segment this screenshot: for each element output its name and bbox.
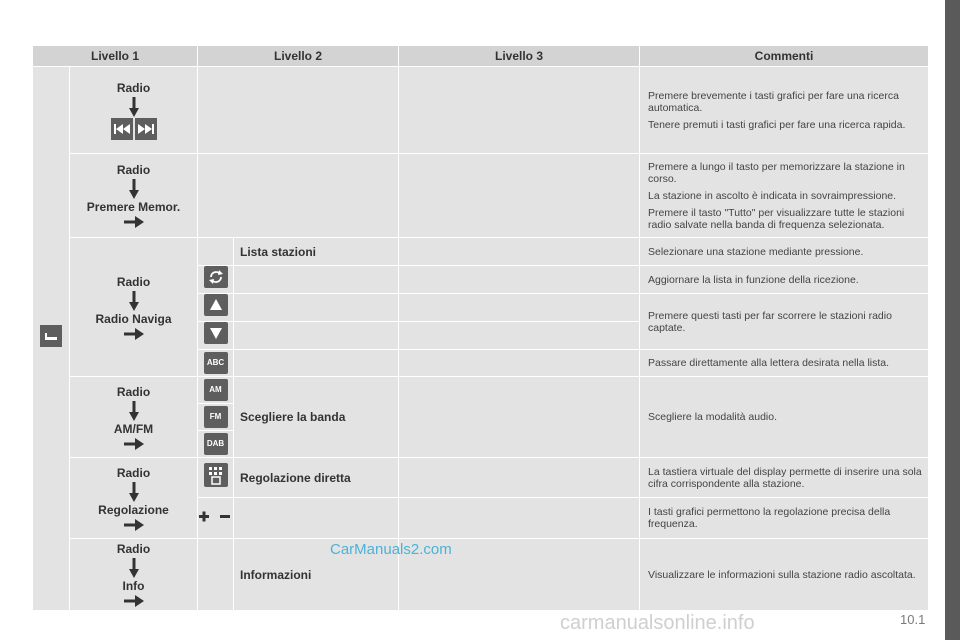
level2-label: Radio — [116, 384, 151, 399]
am-icon[interactable]: AM — [204, 379, 228, 401]
empty-cell — [198, 154, 399, 238]
radio-menu-table — [32, 45, 929, 611]
empty-cell — [399, 154, 640, 238]
empty-cell — [234, 294, 399, 322]
level3-scegliere-banda: Scegliere la banda — [234, 377, 399, 458]
arrow-right-icon — [124, 328, 144, 340]
level2-label: Radio — [116, 80, 151, 95]
level2-label: Radio Naviga — [95, 311, 172, 326]
comment-text: Premere questi tasti per far scorrere le stazioni radio captate. — [640, 294, 929, 350]
comment-cell — [640, 67, 929, 154]
arrow-right-icon — [124, 595, 144, 607]
level2-label: Info — [122, 579, 145, 593]
icon-cell — [198, 458, 234, 498]
empty-cell — [399, 458, 640, 498]
comment-text: Premere il tasto "Tutto" per visualizzare tutte le stazioni radio salvate nella banda di frequenza selezionata. — [648, 206, 905, 231]
empty-cell — [234, 266, 399, 294]
level2-radio-info — [70, 539, 198, 611]
empty-cell — [234, 498, 399, 539]
scroll-down-icon[interactable] — [204, 322, 228, 344]
empty-cell — [399, 238, 640, 266]
icon-cell — [198, 350, 234, 377]
level2-label: AM/FM — [113, 421, 154, 436]
level3-regolazione-diretta: Regolazione diretta — [234, 458, 399, 498]
icon-cell — [198, 322, 234, 350]
header-livello-1: Livello 1 — [33, 46, 198, 67]
level2-radio-memor — [70, 154, 198, 238]
empty-cell — [399, 266, 640, 294]
icon-cell — [198, 377, 234, 404]
header-livello-2: Livello 2 — [198, 46, 399, 67]
level3-lista-stazioni: Lista stazioni — [234, 238, 399, 266]
icon-cell — [198, 266, 234, 294]
level1-cell — [33, 67, 70, 611]
icon-cell — [198, 431, 234, 458]
empty-cell — [399, 294, 640, 322]
arrow-right-icon — [124, 438, 144, 450]
icon-cell — [198, 498, 234, 539]
comment-text: Visualizzare le informazioni sulla stazione radio ascoltata. — [640, 539, 929, 611]
empty-cell — [399, 322, 640, 350]
empty-cell — [399, 67, 640, 154]
comment-text: La stazione in ascolto è indicata in sovraimpressione. — [648, 189, 897, 202]
arrow-down-icon — [129, 97, 139, 117]
arrow-down-icon — [129, 482, 139, 502]
keypad-icon[interactable] — [204, 463, 228, 487]
empty-cell — [399, 498, 640, 539]
level2-label: Radio — [116, 163, 151, 177]
arrow-down-icon — [129, 179, 139, 199]
comment-cell — [640, 154, 929, 238]
empty-cell — [234, 322, 399, 350]
comment-text: La tastiera virtuale del display permette di inserire una sola cifra corrispondente alla stazione. — [640, 458, 929, 498]
level2-label: Premere Memor. — [86, 200, 181, 214]
header-row — [33, 46, 929, 67]
table-row — [33, 539, 929, 611]
skip-back-icon[interactable] — [111, 118, 133, 140]
icon-cell — [198, 404, 234, 431]
level3-informazioni: Informazioni — [234, 539, 399, 611]
level2-label: Radio — [116, 542, 151, 556]
scroll-up-icon[interactable] — [204, 294, 228, 316]
empty-icon-cell — [198, 238, 234, 266]
table-row — [33, 238, 929, 266]
empty-cell — [198, 67, 399, 154]
refresh-icon[interactable] — [204, 266, 228, 288]
icon-cell — [198, 294, 234, 322]
dab-icon[interactable]: DAB — [204, 433, 228, 455]
header-commenti: Commenti — [640, 46, 929, 67]
abc-icon[interactable]: ABC — [204, 352, 228, 374]
level2-radio-regolazione — [70, 458, 198, 539]
comment-text: Aggiornare la lista in funzione della ricezione. — [640, 266, 929, 294]
footer-watermark: carmanualsonline.info — [560, 612, 755, 634]
arrow-right-icon — [124, 519, 144, 531]
comment-text: Premere brevemente i tasti grafici per fare una ricerca automatica. — [648, 89, 899, 114]
skip-forward-icon[interactable] — [135, 118, 157, 140]
comment-text: Scegliere la modalità audio. — [640, 377, 929, 458]
level2-radio-naviga — [70, 238, 198, 377]
table-row — [33, 458, 929, 498]
plus-minus-icons[interactable] — [198, 508, 234, 524]
empty-icon-cell — [198, 539, 234, 611]
level2-radio-seek — [70, 67, 198, 154]
level2-label: Radio — [116, 274, 151, 289]
arrow-right-icon — [124, 216, 144, 228]
table-row — [33, 154, 929, 238]
table-row — [33, 67, 929, 154]
empty-cell — [234, 350, 399, 377]
comment-text: Premere a lungo il tasto per memorizzare la stazione in corso. — [648, 160, 905, 185]
arrow-down-icon — [129, 401, 139, 421]
arrow-down-icon — [129, 558, 139, 578]
empty-cell — [399, 350, 640, 377]
comment-text: Selezionare una stazione mediante pressione. — [640, 238, 929, 266]
level2-label: Regolazione — [98, 502, 169, 517]
watermark-text: CarManuals2.com — [330, 541, 452, 558]
fm-icon[interactable]: FM — [204, 406, 228, 428]
table-row — [33, 377, 929, 404]
right-sidebar-bar — [945, 0, 960, 640]
arrow-down-icon — [129, 291, 139, 311]
empty-cell — [399, 377, 640, 458]
page-number: 10.1 — [900, 612, 926, 627]
header-livello-3: Livello 3 — [399, 46, 640, 67]
level2-label: Radio — [116, 465, 151, 480]
comment-text: Tenere premuti i tasti grafici per fare una ricerca rapida. — [648, 118, 906, 131]
comment-text: I tasti grafici permettono la regolazione precisa della frequenza. — [640, 498, 929, 539]
screen-icon — [40, 325, 62, 347]
seek-buttons[interactable] — [110, 120, 158, 137]
level2-radio-amfm — [70, 377, 198, 458]
comment-text: Passare direttamente alla lettera desirata nella lista. — [640, 350, 929, 377]
